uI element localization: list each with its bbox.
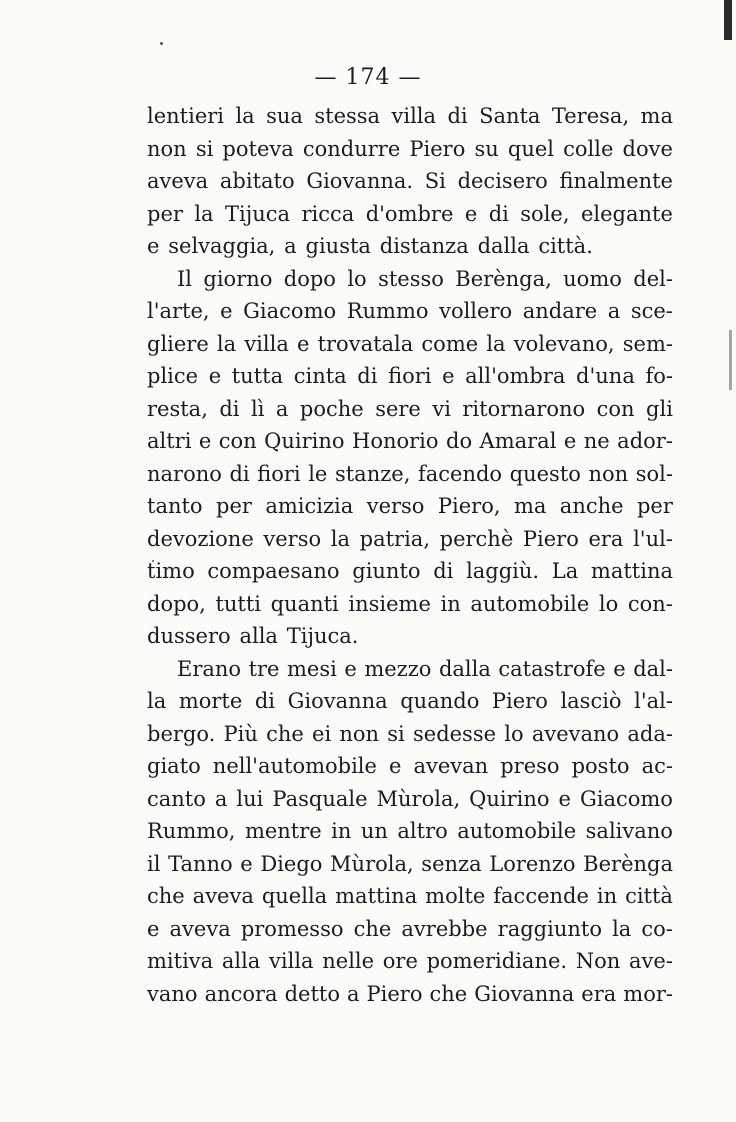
text-line: resta, di lì a poche sere vi ritornarono con gli: [147, 396, 673, 421]
text-line: non si poteva condurre Piero su quel colle dove: [147, 136, 673, 161]
text-line: devozione verso la patria, perchè Piero era l'ul-: [147, 526, 673, 551]
page-edge-shadow: [729, 330, 732, 390]
text-line: narono di fiori le stanze, facendo questo non sol-: [147, 461, 673, 486]
text-line: Il giorno dopo lo stesso Berènga, uomo del-: [177, 266, 673, 291]
text-line: mitiva alla villa nelle ore pomeridiane. Non ave-: [147, 949, 673, 973]
text-line: che aveva quella mattina molte faccende in città: [147, 884, 673, 908]
text-line: aveva abitato Giovanna. Si decisero finalmente: [147, 169, 673, 193]
text-line: la morte di Giovanna quando Piero lasciò l'al-: [147, 689, 673, 713]
body-text: [147, 100, 673, 1010]
text-line: dussero alla Tijuca.: [147, 624, 359, 648]
text-line: canto a lui Pasquale Mùrola, Quirino e Giacomo: [147, 786, 673, 811]
text-line: Rummo, mentre in un altro automobile salivano: [147, 819, 673, 843]
text-line: tanto per amicizia verso Piero, ma anche per: [147, 494, 673, 518]
paper-speck: [160, 42, 163, 45]
text-line: timo compaesano giunto di laggiù. La mattina: [147, 559, 673, 583]
text-line: vano ancora detto a Piero che Giovanna era mor-: [147, 981, 673, 1006]
text-line: e selvaggia, a giusta distanza dalla città.: [147, 234, 593, 258]
text-line: gliere la villa e trovatala come la volevano, sem-: [147, 331, 673, 356]
text-line: plice e tutta cinta di fiori e all'ombra d'una fo-: [147, 364, 673, 388]
text-line: giato nell'automobile e avevan preso posto ac-: [147, 754, 673, 778]
page-number: — 174 —: [314, 65, 422, 90]
page-edge-mark: [724, 0, 732, 40]
text-line: il Tanno e Diego Mùrola, senza Lorenzo Berènga: [147, 851, 673, 876]
text-line: bergo. Più che ei non si sedesse lo avevano ada-: [147, 721, 673, 746]
text-line: dopo, tutti quanti insieme in automobile lo con-: [147, 591, 673, 616]
text-line: l'arte, e Giacomo Rummo vollero andare a sce-: [147, 299, 673, 323]
text-line: e aveva promesso che avrebbe raggiunto la co-: [147, 916, 673, 941]
text-line: altri e con Quirino Honorio do Amaral e ne ador-: [147, 429, 673, 453]
text-line: lentieri la sua stessa villa di Santa Teresa, ma: [147, 104, 673, 128]
text-line: Erano tre mesi e mezzo dalla catastrofe e dal-: [177, 656, 673, 681]
text-line: per la Tijuca ricca d'ombre e di sole, elegante: [147, 201, 673, 226]
